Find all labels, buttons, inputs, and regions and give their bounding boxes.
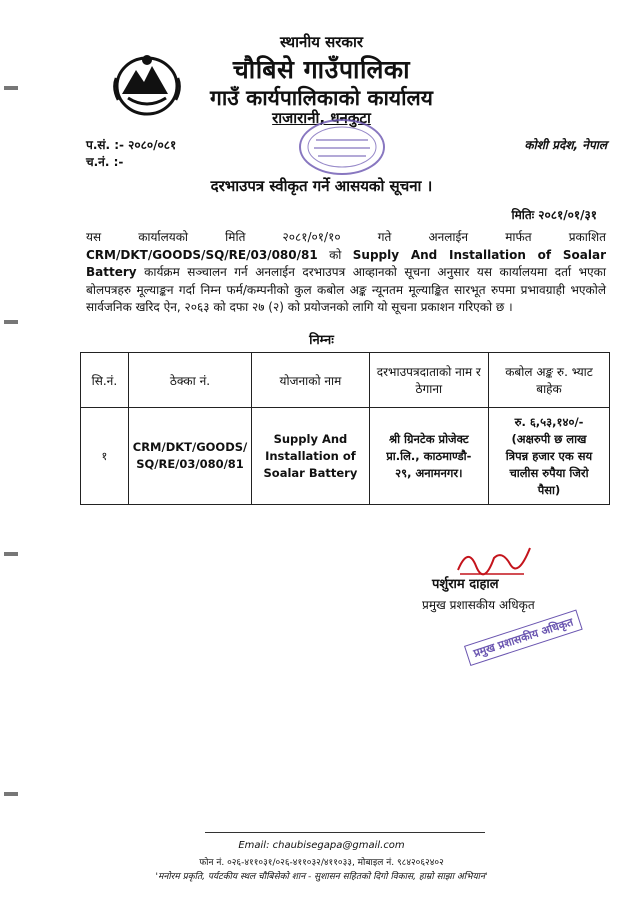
- notice-title: दरभाउपत्र स्वीकृत गर्ने आसयको सूचना ।: [210, 177, 433, 195]
- dispatch-number: च.नं. :-: [86, 155, 124, 169]
- signatory-designation: प्रमुख प्रशासकीय अधिकृत: [422, 598, 535, 612]
- header-project-name: योजनाको नाम: [252, 353, 369, 408]
- award-table: [80, 352, 610, 505]
- cell-contract-no: [128, 408, 251, 505]
- paragraph-contract-code: CRM/DKT/GOODS/SQ/RE/03/080/81: [86, 247, 318, 262]
- reference-number: प.सं. :- २०८०/०८१: [86, 138, 177, 152]
- header-office-name: गाउँ कार्यपालिकाको कार्यालय: [210, 86, 433, 110]
- header-address: राजारानी, धनकुटा: [272, 109, 371, 127]
- project-line: Installation of: [265, 448, 356, 463]
- notice-paragraph: [86, 229, 606, 317]
- footer-email: Email: chaubisegapa@gmail.com: [238, 840, 405, 851]
- footer-phone: फोन नं. ०२६-४११०३१/०२६-४११०३२/४११०३३, मोबाइल नं. ९८४२०६२४०२: [199, 858, 444, 868]
- paragraph-part1: यस कार्यालयको मिति २०८१/०१/१० गते अनलाईन मार्फत प्रकाशित: [86, 230, 606, 244]
- header-local-government: स्थानीय सरकार: [280, 33, 363, 51]
- header-contract-no: ठेक्का नं.: [128, 353, 251, 408]
- below-label: निम्नः: [309, 333, 334, 348]
- margin-mark: [4, 792, 18, 796]
- footer-divider: [205, 832, 485, 833]
- cell-bidder: [369, 408, 488, 505]
- project-line: Supply And: [273, 431, 348, 446]
- margin-mark: [4, 86, 18, 90]
- signatory-name: पर्शुराम दाहाल: [432, 577, 499, 592]
- bidder-line: श्री ग्रिनटेक प्रोजेक्ट: [388, 431, 469, 446]
- project-line: Soalar Battery: [263, 465, 358, 480]
- paragraph-part3: कार्यक्रम सञ्चालन गर्न अनलाईन दरभाउपत्र आव्हानको सूचना अनुसार यस कार्यालयमा दर्ता भएका बोलपत्रहरु मूल्याङ्कन गर्दा निम्न फर्म/कम्पनीको कुल कबोल अङ्क न्यूनतम मूल्याङ्कित सारभूत रुपमा प्रभावग्राही भएकोले सार्वजनिक खरिद ऐन, २०६३ को दफा २७ (२) को प्रयोजनको लागि यो सूचना प्रकाशन गरिएको छ ।: [86, 265, 606, 315]
- paragraph-project-name: Supply And Installation of Soalar Battery: [86, 247, 606, 280]
- amount-line: रु. ६,५३,१४०/-: [514, 414, 584, 429]
- contract-line: SQ/RE/03/080/81: [136, 457, 244, 471]
- amount-line: (अक्षरुपी छ लाख: [511, 431, 587, 446]
- designation-stamp-text: प्रमुख प्रशासकीय अधिकृत: [464, 610, 583, 666]
- margin-mark: [4, 552, 18, 556]
- cell-project-name: [252, 408, 369, 505]
- bidder-line: २९, अनामनगर।: [395, 465, 463, 480]
- notice-date: मितिः २०८१/०१/३१: [511, 208, 597, 222]
- amount-line: त्रिपन्न हजार एक सय: [505, 448, 593, 463]
- paragraph-part2: को: [317, 247, 353, 262]
- office-seal-stamp-icon: [296, 116, 388, 178]
- header-amount: कबोल अङ्क रु. भ्याट बाहेक: [489, 353, 610, 408]
- header-bidder: दरभाउपत्रदाताको नाम र ठेगाना: [369, 353, 488, 408]
- header-sn: सि.नं.: [81, 353, 129, 408]
- designation-stamp: [458, 606, 618, 661]
- footer-motto: 'मनोरम प्रकृति, पर्यटकीय स्थल चौबिसेको शान - सुशासन सहितको दिगो विकास, हाम्रो साझा अभियान': [155, 872, 488, 882]
- contract-line: CRM/DKT/GOODS/: [132, 440, 248, 454]
- amount-line: चालीस रुपैया जिरो: [509, 465, 589, 480]
- bidder-line: प्रा.लि., काठमाण्डौ-: [386, 448, 472, 463]
- cell-amount: [489, 408, 610, 505]
- table-row: [81, 408, 610, 505]
- margin-mark: [4, 320, 18, 324]
- province-label: कोशी प्रदेश, नेपाल: [524, 138, 607, 152]
- table-header-row: [81, 353, 610, 408]
- amount-line: पैसा): [537, 482, 561, 497]
- header-municipality-name: चौबिसे गाउँपालिका: [232, 55, 411, 84]
- cell-sn: १: [81, 408, 129, 505]
